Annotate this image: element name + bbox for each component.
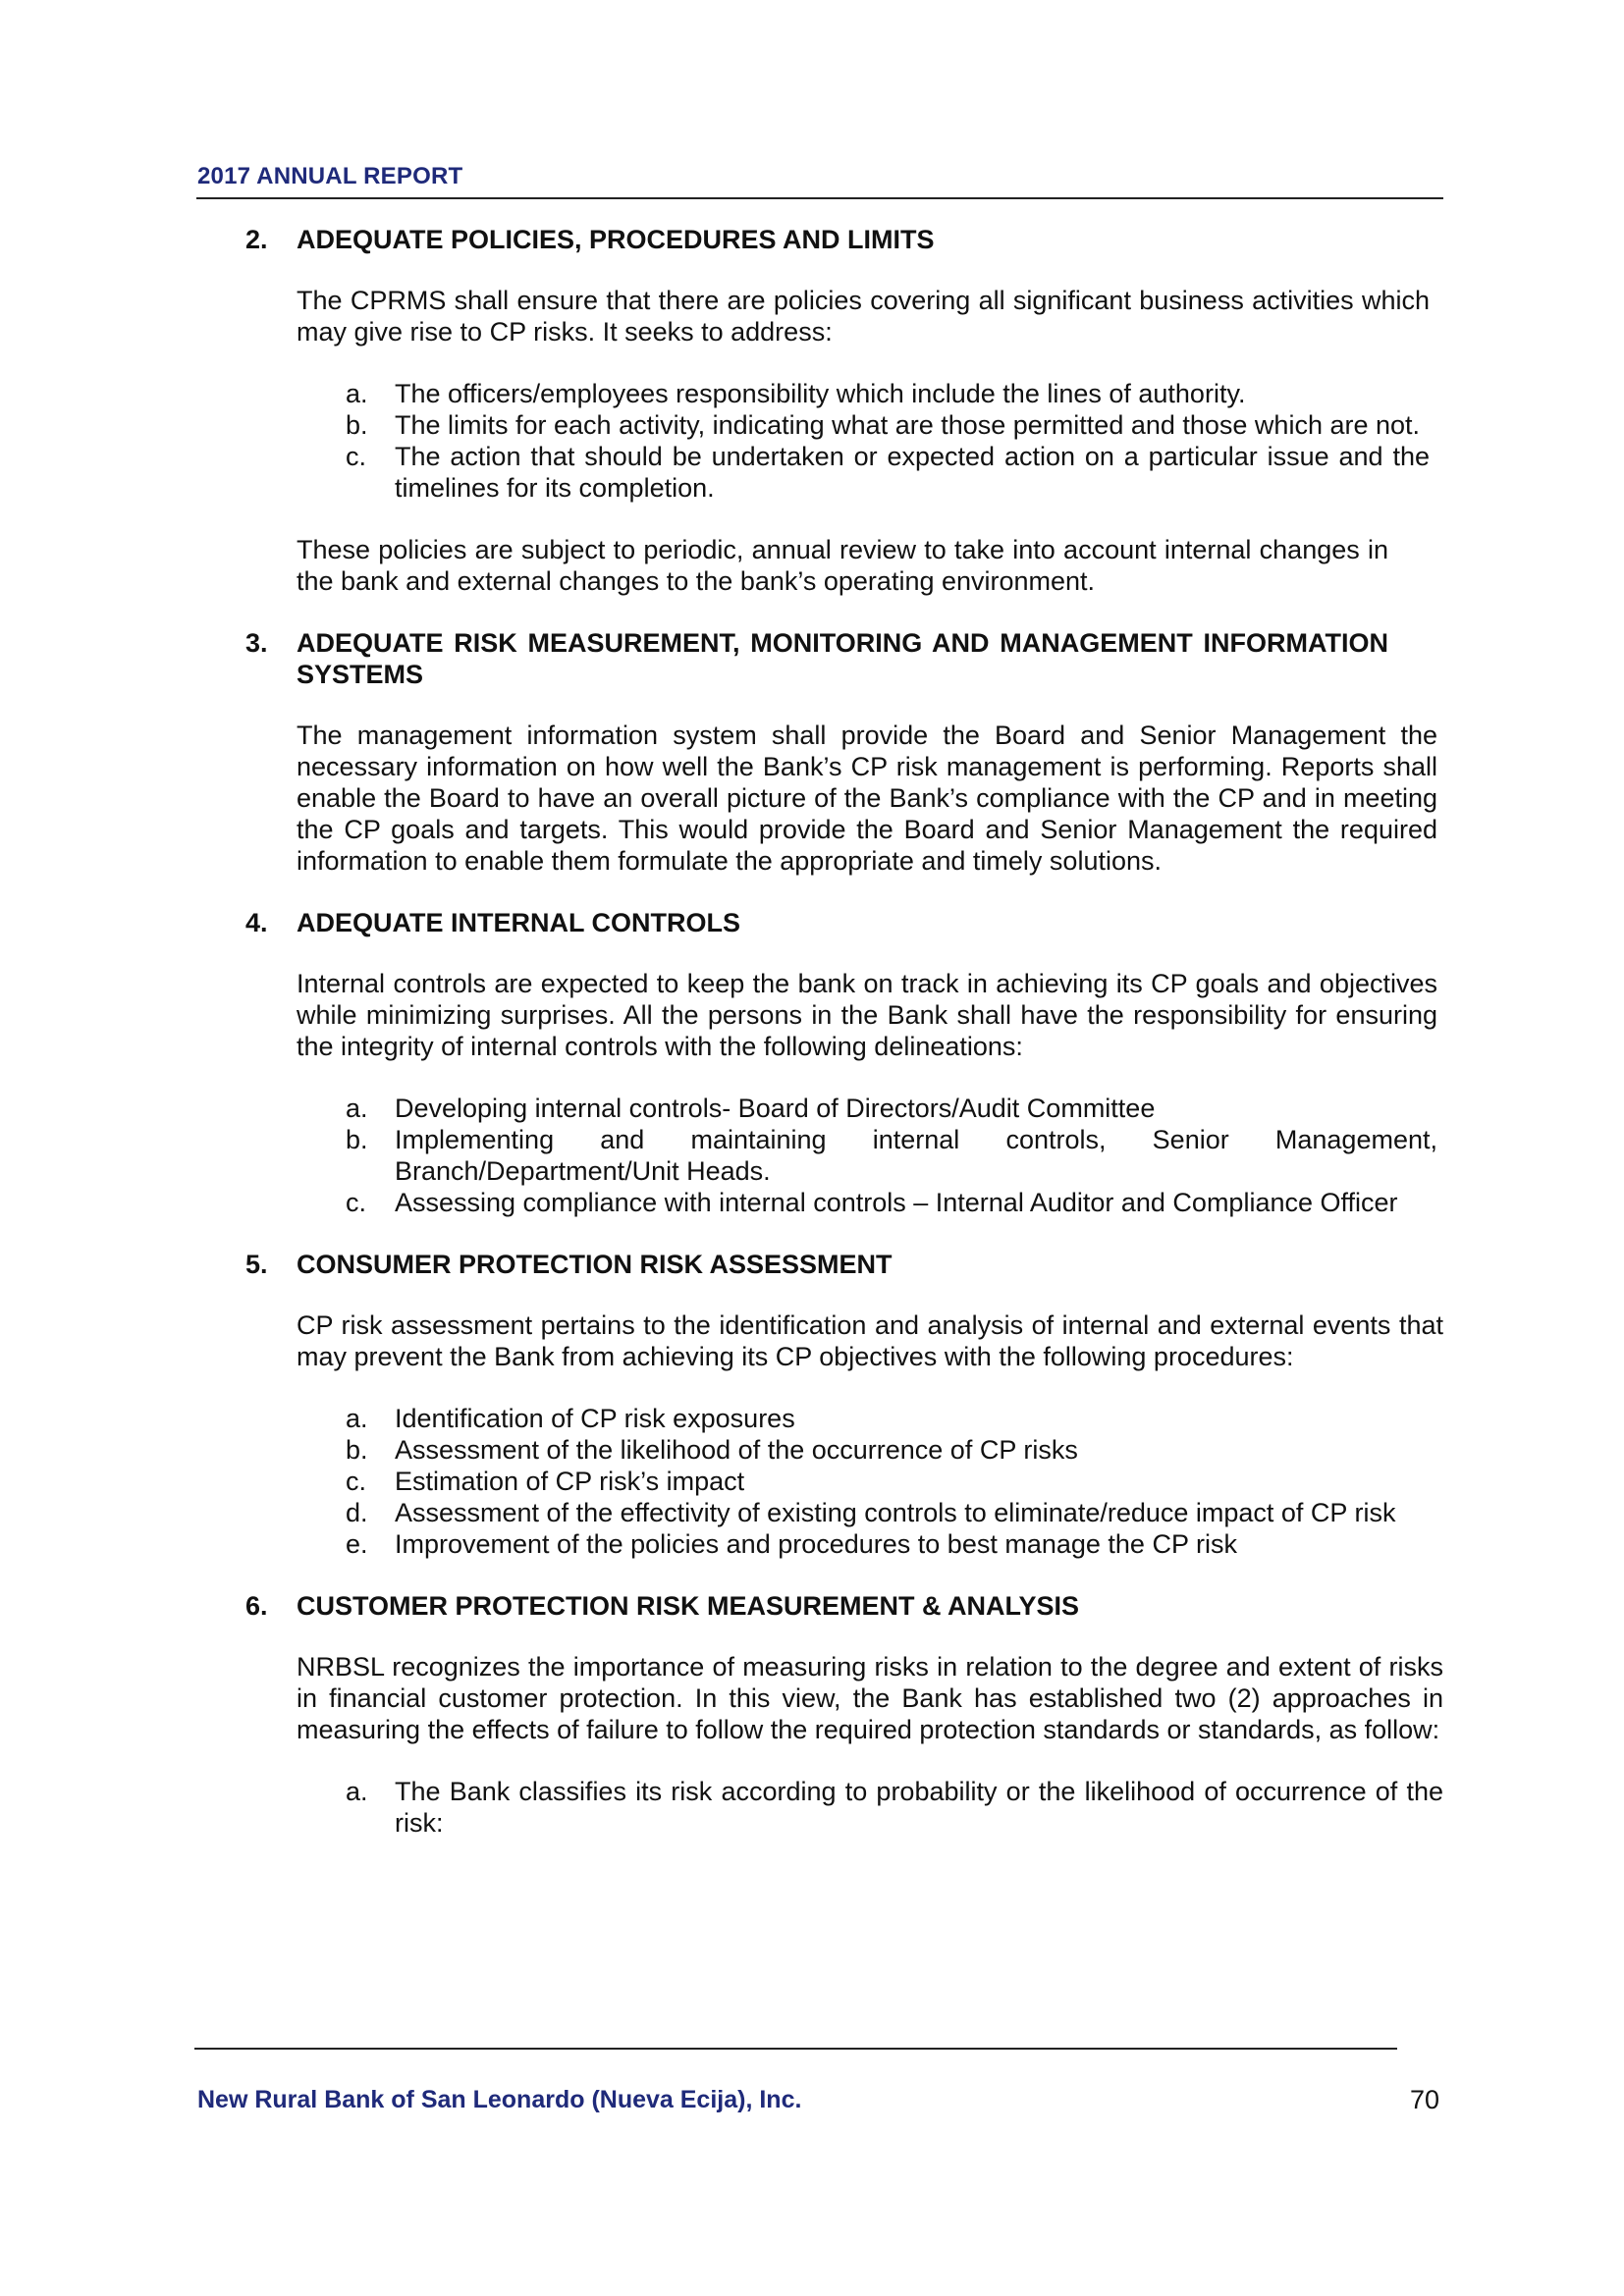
list-item-text: Assessment of the effectivity of existing controls to eliminate/reduce impact of CP risk: [395, 1498, 1396, 1527]
list-item: [346, 1403, 1443, 1434]
list-item-text: Assessment of the likelihood of the occurrence of CP risks: [395, 1435, 1078, 1465]
section-list: [346, 1403, 1443, 1560]
section-list: [346, 378, 1430, 504]
list-item-text: The Bank classifies its risk according to probability or the likelihood of occurrence of the risk:: [395, 1777, 1443, 1838]
list-item-text: The action that should be undertaken or expected action on a particular issue and the timelines for its completion.: [395, 442, 1430, 503]
footer-bank-name: New Rural Bank of San Leonardo (Nueva Ecija), Inc.: [197, 2086, 802, 2113]
list-marker: a.: [346, 1777, 368, 1806]
page-content: [245, 224, 1443, 1869]
section-list: [346, 1776, 1443, 1839]
section-outro: These policies are subject to periodic, annual review to take into account internal changes in the bank and external changes to the bank’s operating environment.: [297, 535, 1388, 596]
list-marker: b.: [346, 1435, 368, 1465]
list-marker: a.: [346, 379, 368, 408]
section-title: ADEQUATE POLICIES, PROCEDURES AND LIMITS: [297, 225, 935, 254]
list-marker: c.: [346, 1467, 367, 1496]
section-internal-controls: [245, 907, 1443, 1218]
list-item: [346, 1528, 1443, 1560]
section-heading: [245, 224, 1443, 255]
list-marker: c.: [346, 1188, 367, 1217]
list-item: [346, 1497, 1443, 1528]
section-title: CONSUMER PROTECTION RISK ASSESSMENT: [297, 1250, 893, 1279]
list-item-text: Improvement of the policies and procedures to best manage the CP risk: [395, 1529, 1237, 1559]
list-item-text: Developing internal controls- Board of Directors/Audit Committee: [395, 1094, 1156, 1123]
list-marker: c.: [346, 442, 367, 471]
footer-divider: [194, 2048, 1397, 2050]
section-heading: [245, 1590, 1443, 1622]
section-number: 6.: [245, 1591, 268, 1621]
section-policies-procedures-limits: [245, 224, 1443, 597]
section-risk-measurement-analysis: [245, 1590, 1443, 1839]
section-heading: [245, 1249, 1443, 1280]
list-item-text: The officers/employees responsibility which include the lines of authority.: [395, 379, 1246, 408]
list-item: [346, 1776, 1443, 1839]
list-item-text: Implementing and maintaining internal controls, Senior Management, Branch/Department/Unit Heads.: [395, 1125, 1437, 1186]
list-marker: e.: [346, 1529, 368, 1559]
section-intro: NRBSL recognizes the importance of measuring risks in relation to the degree and extent of risks in financial customer protection. In this view, the Bank has established two (2) approaches in measuring the effects of failure to follow the required protection standards or standards, as follow:: [297, 1652, 1443, 1744]
list-item-text: The limits for each activity, indicating what are those permitted and those which are not.: [395, 410, 1421, 440]
section-number: 4.: [245, 908, 268, 937]
section-title: ADEQUATE RISK MEASUREMENT, MONITORING AND MANAGEMENT INFORMATION SYSTEMS: [297, 628, 1388, 689]
page-number: 70: [1410, 2085, 1440, 2114]
list-item: [346, 1124, 1437, 1187]
list-item: [346, 1466, 1443, 1497]
section-list: [346, 1093, 1437, 1218]
section-number: 3.: [245, 628, 268, 658]
list-marker: a.: [346, 1094, 368, 1123]
section-number: 2.: [245, 225, 268, 254]
list-marker: b.: [346, 410, 368, 440]
list-item: [346, 441, 1430, 504]
section-intro: CP risk assessment pertains to the identification and analysis of internal and external events that may prevent the Bank from achieving its CP objectives with the following procedures:: [297, 1310, 1443, 1371]
list-item: [346, 409, 1430, 441]
list-item: [346, 1093, 1437, 1124]
list-marker: a.: [346, 1404, 368, 1433]
list-item: [346, 1434, 1443, 1466]
section-intro: Internal controls are expected to keep the bank on track in achieving its CP goals and objectives while minimizing surprises. All the persons in the Bank shall have the responsibility for ensuring the integrity of internal controls with the following delineations:: [297, 969, 1437, 1061]
section-heading: [245, 627, 1443, 690]
section-title: ADEQUATE INTERNAL CONTROLS: [297, 908, 740, 937]
list-item-text: Estimation of CP risk’s impact: [395, 1467, 745, 1496]
section-heading: [245, 907, 1443, 938]
section-intro: The management information system shall provide the Board and Senior Management the necessary information on how well the Bank’s CP risk management is performing. Reports shall enable the Board to have an overall picture of the Bank’s compliance with the CP and in meeting the CP goals and targets. This would provide the Board and Senior Management the required information to enable them formulate the appropriate and timely solutions.: [297, 721, 1437, 876]
list-item: [346, 378, 1430, 409]
section-risk-assessment: [245, 1249, 1443, 1560]
section-intro: The CPRMS shall ensure that there are policies covering all significant business activities which may give rise to CP risks. It seeks to address:: [297, 286, 1430, 347]
list-item: [346, 1187, 1437, 1218]
section-title: CUSTOMER PROTECTION RISK MEASUREMENT & ANALYSIS: [297, 1591, 1080, 1621]
header-divider: [196, 197, 1443, 199]
list-item-text: Assessing compliance with internal controls – Internal Auditor and Compliance Officer: [395, 1188, 1398, 1217]
section-risk-measurement-mis: [245, 627, 1443, 877]
list-marker: d.: [346, 1498, 368, 1527]
list-marker: b.: [346, 1125, 368, 1154]
report-header-title: 2017 ANNUAL REPORT: [197, 163, 463, 189]
section-number: 5.: [245, 1250, 268, 1279]
list-item-text: Identification of CP risk exposures: [395, 1404, 795, 1433]
